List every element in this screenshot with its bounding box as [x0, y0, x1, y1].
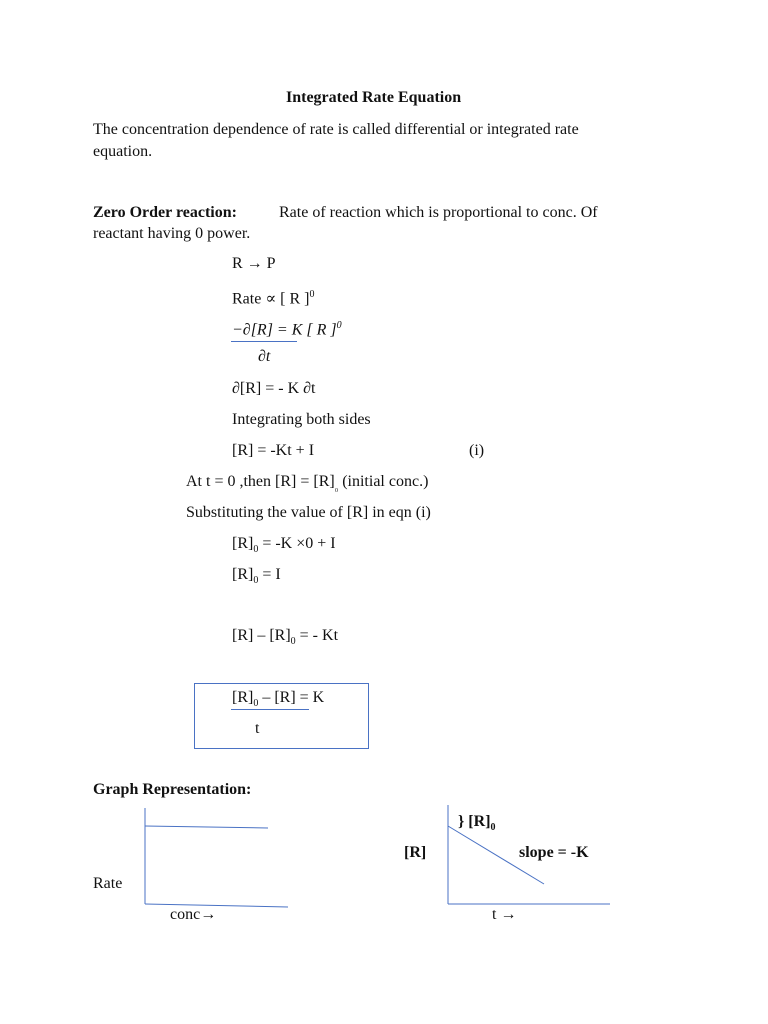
intro-line-2: equation.	[93, 143, 153, 160]
differential-numerator-text: −∂[R] = K [ R ]	[232, 321, 337, 339]
result-equation-sub: 0	[290, 636, 296, 648]
substituting-text: Substituting the value of [R] in eqn (i)	[186, 504, 431, 521]
r0-equation-1-sub: 0	[253, 544, 259, 556]
graph-heading: Graph Representation:	[93, 781, 252, 798]
r0-equation-2-sub: 0	[253, 575, 259, 587]
r0-equation-2-b: = I	[258, 566, 281, 583]
differential-denominator: ∂t	[258, 348, 271, 365]
intro-line-1: The concentration dependence of rate is called differential or integrated rate	[93, 121, 579, 138]
integrated-equation: [R] = -Kt + I	[232, 442, 315, 459]
right-graph-xlabel: t →	[492, 906, 517, 923]
right-graph-slope-label: slope = -K	[519, 844, 589, 861]
right-graph-r0-label-sub: 0	[490, 822, 496, 834]
boxed-numerator-sub: 0	[253, 698, 259, 710]
left-graph-xlabel: conc→	[170, 906, 217, 923]
boxed-numerator-b: – [R] = K	[258, 689, 325, 706]
initial-condition-sub: ₀	[334, 482, 339, 494]
initial-condition-note: (initial conc.)	[338, 473, 429, 490]
zero-order-heading: Zero Order reaction:	[93, 204, 237, 221]
zero-order-desc-2: reactant having 0 power.	[93, 225, 251, 242]
boxed-numerator-a: [R]	[232, 689, 254, 706]
differential-power: 0	[336, 320, 342, 331]
separated-equation: ∂[R] = - K ∂t	[232, 380, 316, 397]
r0-equation-1-a: [R]	[232, 535, 254, 552]
r0-equation-2-a: [R]	[232, 566, 254, 583]
result-equation-a: [R] – [R]	[232, 627, 291, 644]
initial-condition-text: At t = 0 ,then [R] = [R]	[186, 473, 335, 490]
zero-order-desc-1: Rate of reaction which is proportional to conc. Of	[279, 204, 598, 221]
result-equation-b: = - Kt	[295, 627, 339, 644]
left-graph-ylabel: Rate	[93, 875, 123, 892]
right-graph-ylabel: [R]	[404, 844, 427, 861]
rate-proportional-text: Rate ∝ [ R ]	[232, 290, 310, 308]
reaction-equation: R → P	[232, 255, 276, 272]
page-title: Integrated Rate Equation	[286, 89, 462, 106]
rate-proportional-power: 0	[309, 289, 315, 300]
equation-label-i: (i)	[469, 442, 485, 459]
r0-equation-1-b: = -K ×0 + I	[258, 535, 336, 552]
right-graph-r0-label-a: } [R]	[458, 813, 491, 830]
right-graph-r0-label	[458, 812, 496, 838]
integrating-text: Integrating both sides	[232, 411, 371, 428]
left-graph-x-axis	[145, 904, 288, 907]
left-graph-rate-line	[145, 826, 268, 828]
boxed-denominator: t	[255, 720, 260, 737]
